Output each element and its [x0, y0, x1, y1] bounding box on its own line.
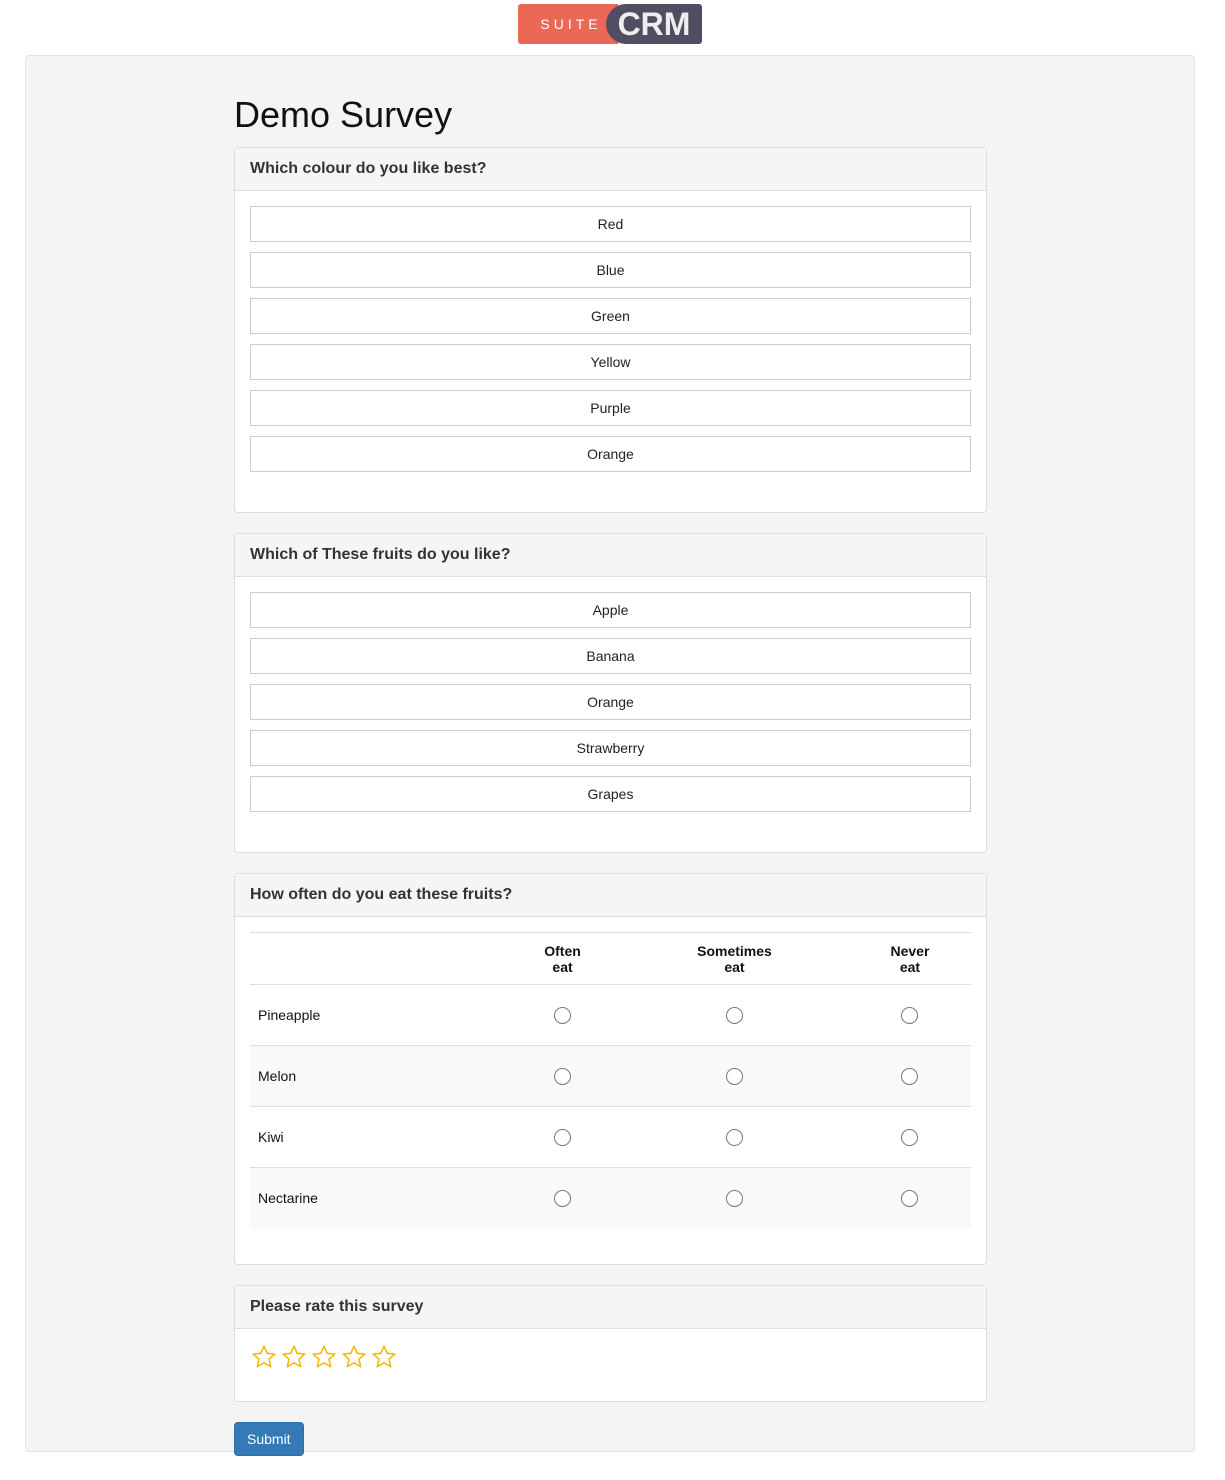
- column-header: Never eat: [849, 933, 971, 985]
- radio-cell: [505, 1046, 620, 1107]
- column-header: Often eat: [505, 933, 620, 985]
- option-button[interactable]: Purple: [250, 390, 971, 426]
- survey-container: [25, 55, 1195, 1452]
- row-label: Kiwi: [250, 1107, 505, 1168]
- question-fruits: [234, 533, 987, 853]
- star-rating: [250, 1344, 971, 1373]
- option-button[interactable]: Yellow: [250, 344, 971, 380]
- radio-button[interactable]: [726, 1007, 743, 1024]
- table-row: [250, 1107, 971, 1168]
- option-button[interactable]: Grapes: [250, 776, 971, 812]
- radio-button[interactable]: [554, 1190, 571, 1207]
- question-colour: [234, 147, 987, 513]
- option-button[interactable]: Orange: [250, 684, 971, 720]
- question-label: Which colour do you like best?: [235, 148, 986, 191]
- option-button[interactable]: Green: [250, 298, 971, 334]
- radio-cell: [849, 985, 971, 1046]
- question-label: How often do you eat these fruits?: [235, 874, 986, 917]
- radio-cell: [620, 1107, 849, 1168]
- logo-suite: SUITE: [518, 4, 618, 44]
- option-button[interactable]: Strawberry: [250, 730, 971, 766]
- row-label: Pineapple: [250, 985, 505, 1046]
- star-icon[interactable]: [371, 1344, 397, 1373]
- table-row: [250, 1046, 971, 1107]
- radio-cell: [620, 1046, 849, 1107]
- radio-button[interactable]: [554, 1007, 571, 1024]
- radio-cell: [505, 985, 620, 1046]
- matrix-table: [250, 932, 971, 1229]
- radio-button[interactable]: [901, 1068, 918, 1085]
- row-label: Nectarine: [250, 1168, 505, 1229]
- question-label: Which of These fruits do you like?: [235, 534, 986, 577]
- radio-cell: [849, 1107, 971, 1168]
- star-icon[interactable]: [341, 1344, 367, 1373]
- option-button[interactable]: Orange: [250, 436, 971, 472]
- option-button[interactable]: Apple: [250, 592, 971, 628]
- suitecrm-logo: [518, 4, 702, 44]
- radio-cell: [620, 1168, 849, 1229]
- page-title: Demo Survey: [234, 94, 453, 135]
- star-icon[interactable]: [311, 1344, 337, 1373]
- radio-cell: [505, 1168, 620, 1229]
- logo-crm: CRM: [606, 4, 702, 44]
- empty-header: [250, 933, 505, 985]
- option-button[interactable]: Banana: [250, 638, 971, 674]
- radio-cell: [849, 1046, 971, 1107]
- radio-cell: [505, 1107, 620, 1168]
- radio-button[interactable]: [901, 1007, 918, 1024]
- radio-button[interactable]: [726, 1129, 743, 1146]
- question-frequency: [234, 873, 987, 1265]
- star-icon[interactable]: [251, 1344, 277, 1373]
- table-row: [250, 985, 971, 1046]
- row-label: Melon: [250, 1046, 505, 1107]
- column-header: Sometimes eat: [620, 933, 849, 985]
- question-rating: [234, 1285, 987, 1402]
- radio-cell: [849, 1168, 971, 1229]
- radio-button[interactable]: [726, 1190, 743, 1207]
- radio-button[interactable]: [726, 1068, 743, 1085]
- option-button[interactable]: Blue: [250, 252, 971, 288]
- table-row: [250, 1168, 971, 1229]
- submit-button[interactable]: Submit: [234, 1422, 304, 1456]
- radio-button[interactable]: [554, 1129, 571, 1146]
- radio-button[interactable]: [901, 1190, 918, 1207]
- radio-button[interactable]: [901, 1129, 918, 1146]
- option-button[interactable]: Red: [250, 206, 971, 242]
- radio-button[interactable]: [554, 1068, 571, 1085]
- star-icon[interactable]: [281, 1344, 307, 1373]
- question-label: Please rate this survey: [235, 1286, 986, 1329]
- radio-cell: [620, 985, 849, 1046]
